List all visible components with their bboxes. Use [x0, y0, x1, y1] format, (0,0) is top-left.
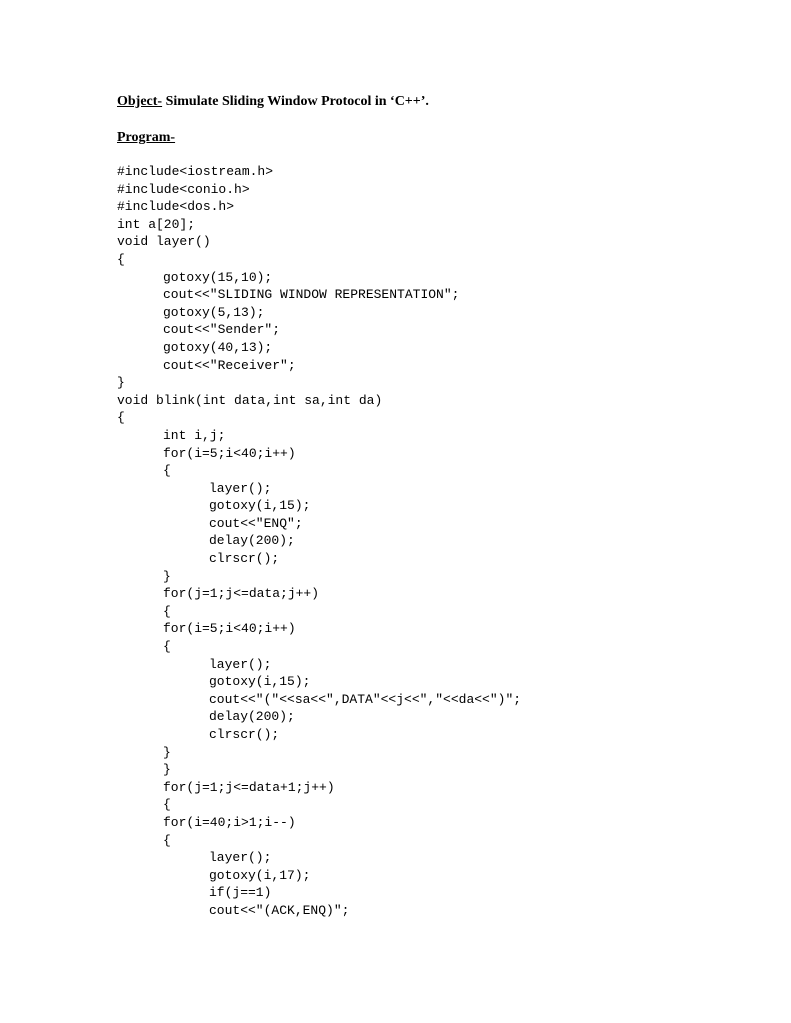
code-line: for(i=5;i<40;i++): [163, 621, 296, 637]
code-line: gotoxy(i,15);: [209, 674, 311, 690]
code-line: layer();: [209, 480, 272, 496]
code-line: layer();: [209, 656, 272, 672]
code-line: cout<<"ENQ";: [209, 515, 303, 531]
code-line: #include<conio.h>: [117, 181, 250, 197]
program-heading: Program-: [117, 130, 176, 145]
code-line: {: [163, 603, 171, 619]
code-line: for(j=1;j<=data+1;j++): [163, 779, 335, 795]
code-line: cout<<"Sender";: [163, 322, 281, 338]
code-line: {: [117, 251, 125, 267]
code-line: {: [163, 832, 171, 848]
code-listing: [117, 163, 521, 920]
code-line: }: [163, 568, 171, 584]
code-line: if(j==1): [209, 885, 272, 901]
object-text: Simulate Sliding Window Protocol in ‘C++’.: [162, 94, 429, 109]
code-line: layer();: [209, 850, 272, 866]
code-line: gotoxy(5,13);: [163, 304, 265, 320]
code-line: clrscr();: [209, 551, 280, 567]
code-line: }: [163, 744, 171, 760]
code-line: }: [163, 762, 171, 778]
code-line: gotoxy(i,15);: [209, 498, 311, 514]
code-line: cout<<"(ACK,ENQ)";: [209, 902, 350, 918]
code-line: }: [117, 375, 125, 391]
code-line: clrscr();: [209, 727, 280, 742]
code-line: cout<<"Receiver";: [163, 357, 296, 373]
code-line: #include<dos.h>: [117, 199, 235, 215]
code-line: for(i=5;i<40;i++): [163, 445, 296, 461]
code-line: gotoxy(i,17);: [209, 867, 311, 883]
code-line: #include<iostream.h>: [117, 164, 274, 179]
code-line: {: [163, 639, 171, 655]
code-line: cout<<"("<<sa<<",DATA"<<j<<","<<da<<")";: [209, 691, 522, 707]
code-line: delay(200);: [209, 709, 295, 725]
code-line: int i,j;: [163, 427, 226, 443]
code-line: cout<<"SLIDING WINDOW REPRESENTATION";: [163, 287, 460, 303]
code-line: int a[20];: [117, 216, 196, 232]
code-line: {: [163, 463, 171, 479]
code-line: delay(200);: [209, 533, 295, 549]
object-label: Object-: [117, 94, 163, 109]
code-line: void layer(): [117, 234, 211, 250]
code-line: for(j=1;j<=data;j++): [163, 586, 320, 602]
code-line: gotoxy(40,13);: [163, 339, 273, 355]
code-line: {: [117, 410, 125, 426]
object-statement: [117, 93, 429, 111]
code-line: {: [163, 797, 171, 813]
code-line: gotoxy(15,10);: [163, 269, 273, 285]
code-line: for(i=40;i>1;i--): [163, 814, 296, 830]
code-line: void blink(int data,int sa,int da): [117, 392, 383, 408]
